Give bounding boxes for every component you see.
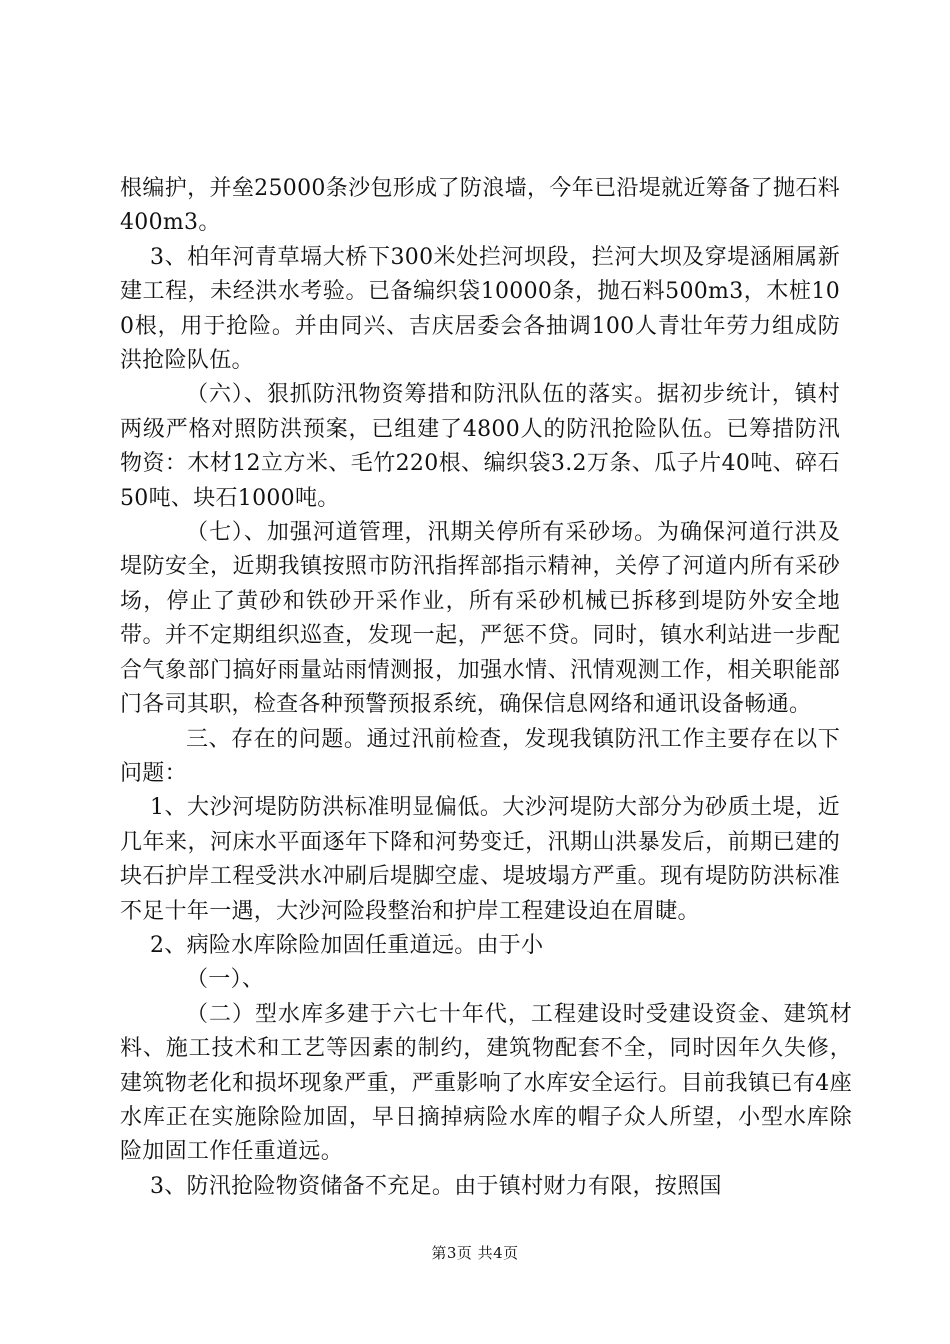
paragraph-item-2-reservoirs: 2、病险水库除险加固任重道远。由于小	[150, 932, 544, 958]
paragraph-item-3-supplies: 3、防汛抢险物资储备不充足。由于镇村财力有限，按照国	[150, 1173, 722, 1199]
paragraph-item-1-dasha-river: 1、大沙河堤防防洪标准明显偏低。大沙河堤防大部分为砂质土堤，近几年来，河床水平面逐年下降和河势变迁，汛期山洪暴发后，前期已建的块石护岸工程受洪水冲刷后堤脚空虚、堤坡塌方严重。现有堤防防洪标准不足十年一遇，大沙河险段整治和护岸工程建设迫在眉睫。	[120, 795, 840, 924]
paragraph-section-3-problems: 三、存在的问题。通过汛前检查，发现我镇防汛工作主要存在以下问题：	[120, 726, 840, 786]
paragraph-section-7-river-management: （七）、加强河道管理，汛期关停所有采砂场。为确保河道行洪及堤防安全，近期我镇按照市防汛指挥部指示精神，关停了河道内所有采砂场，停止了黄砂和铁砂开采作业，所有采砂机械已拆移到堤防外安全地带。并不定期组织巡查，发现一起，严惩不贷。同时，镇水利站进一步配合气象部门搞好雨量站雨情测报，加强水情、汛情观测工作，相关职能部门各司其职，检查各种预警预报系统，确保信息网络和通讯设备畅通。	[120, 520, 840, 718]
document-body	[120, 172, 852, 1204]
paragraph-item-3-bainian-river: 3、柏年河青草塥大桥下300米处拦河坝段，拦河大坝及穿堤涵厢属新建工程，未经洪水考验。已备编织袋10000条，抛石料500m3，木桩100根，用于抢险。并由同兴、吉庆居委会各抽调100人青壮年劳力组成防洪抢险队伍。	[120, 244, 840, 374]
page-number-footer: 第3页 共4页	[431, 1244, 519, 1262]
paragraph-sub-2-reservoirs: （二）型水库多建于六七十年代，工程建设时受建设资金、建筑材料、施工技术和工艺等因素的制约，建筑物配套不全，同时因年久失修，建筑物老化和损坏现象严重，严重影响了水库安全运行。目前我镇已有4座水库正在实施除险加固，早日摘掉病险水库的帽子众人所望，小型水库除险加固工作任重道远。	[120, 1001, 852, 1165]
paragraph-section-6-materials: （六）、狠抓防汛物资筹措和防汛队伍的落实。据初步统计，镇村两级严格对照防洪预案，已组建了4800人的防汛抢险队伍。已筹措防汛物资：木材12立方米、毛竹220根、编织袋3.2万条、瓜子片40吨、碎石50吨、块石1000吨。	[120, 382, 840, 511]
paragraph-sub-1: （一）、	[186, 967, 265, 993]
paragraph-dike-protection: 根编护，并垒25000条沙包形成了防浪墙，今年已沿堤就近筹备了抛石料400m3。	[120, 176, 840, 236]
